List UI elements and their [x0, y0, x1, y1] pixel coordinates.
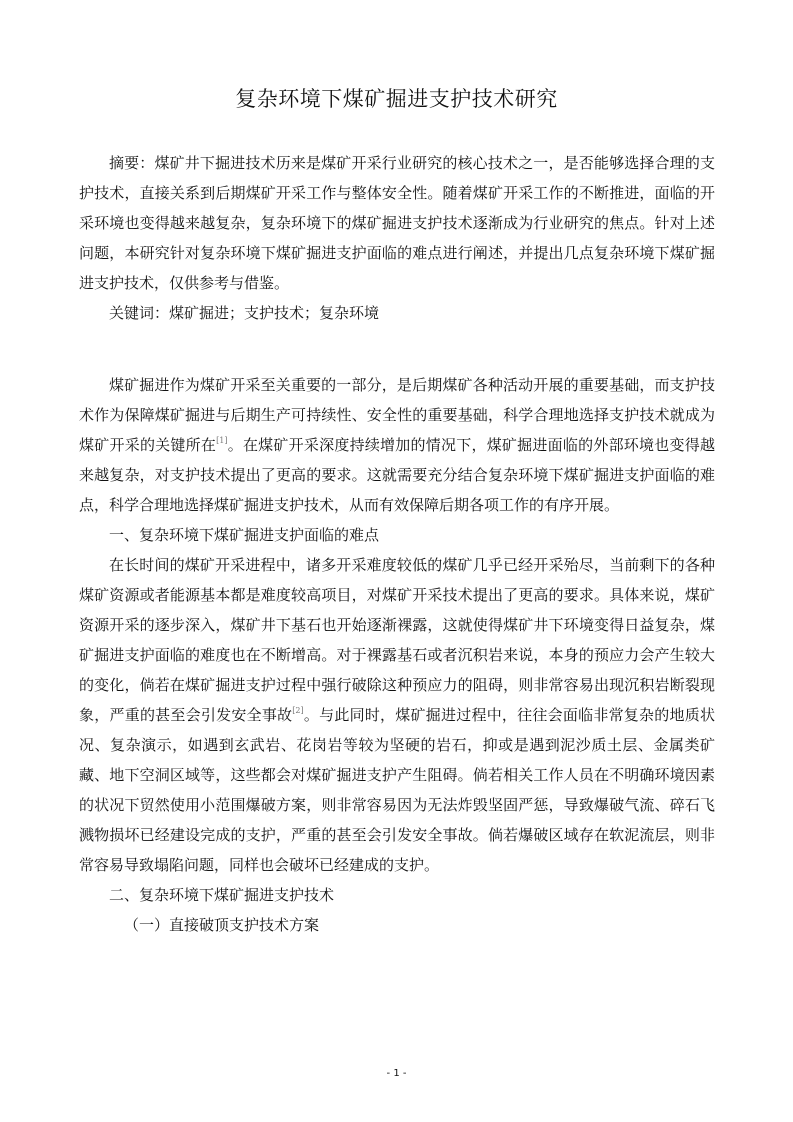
- keywords-label: 关键词：: [109, 304, 170, 322]
- paper-title: 复杂环境下煤矿掘进支护技术研究: [235, 87, 558, 111]
- abstract-paragraph: [79, 148, 715, 298]
- section-2-subheading: （一）直接破顶支护技术方案: [124, 916, 320, 934]
- citation-ref-1: [1]: [216, 436, 228, 445]
- section-1-text-part1: 在长时间的煤矿开采进程中，诸多开采难度较低的煤矿几乎已经开采殆尽，当前剩下的各种煤矿资源或者能源基本都是难度较高项目，对煤矿开采技术提出了更高的要求。具体来说，煤矿资源开采的逐步深入，煤矿井下基石也开始逐渐裸露，这就使得煤矿井下环境变得日益复杂，煤矿掘进支护面临的难度也在不断增高。对于裸露基石或者沉积岩来说，本身的预应力会产生较大的变化，倘若在煤矿掘进支护过程中强行破除这种预应力的阻碍，则非常容易出现沉积岩断裂现象，严重的甚至会引发安全事故: [79, 556, 715, 724]
- citation-ref-2: [2]: [292, 706, 304, 715]
- section-1-heading: 一、复杂环境下煤矿掘进支护面临的难点: [109, 526, 380, 544]
- abstract-label: 摘要：: [109, 154, 155, 172]
- intro-text-part1: 煤矿掘进作为煤矿开采至关重要的一部分，是后期煤矿各种活动开展的重要基础，而支护技术作为保障煤矿掘进与后期生产可持续性、安全性的重要基础，科学合理地选择支护技术就成为煤矿开采的关键所在: [79, 376, 715, 454]
- abstract-section: [79, 148, 715, 328]
- section-1-paragraph: [79, 550, 715, 880]
- body-section: [79, 370, 715, 940]
- keywords-text: 煤矿掘进；支护技术；复杂环境: [169, 304, 380, 322]
- intro-text-part2: 。在煤矿开采深度持续增加的情况下，煤矿掘进面临的外部环境也变得越来越复杂，对支护技术提出了更高的要求。这就需要充分结合复杂环境下煤矿掘进支护面临的难点，科学合理地选择煤矿掘进支护技术，从而有效保障后期各项工作的有序开展。: [79, 436, 715, 514]
- page-number: - 1 -: [386, 1068, 407, 1079]
- intro-paragraph: [79, 370, 715, 520]
- abstract-text: 煤矿井下掘进技术历来是煤矿开采行业研究的核心技术之一，是否能够选择合理的支护技术，直接关系到后期煤矿开采工作与整体安全性。随着煤矿开采工作的不断推进，面临的开采环境也变得越来越复杂，复杂环境下的煤矿掘进支护技术逐渐成为行业研究的焦点。针对上述问题，本研究针对复杂环境下煤矿掘进支护面临的难点进行阐述，并提出几点复杂环境下煤矿掘进支护技术，仅供参考与借鉴。: [79, 154, 715, 292]
- section-2-heading: 二、复杂环境下煤矿掘进支护技术: [109, 886, 335, 904]
- keywords-paragraph: [79, 298, 715, 328]
- section-1-text-part2: 。与此同时，煤矿掘进过程中，往往会面临非常复杂的地质状况、复杂演示，如遇到玄武岩、花岗岩等较为坚硬的岩石，抑或是遇到泥沙质土层、金属类矿藏、地下空洞区域等，这些都会对煤矿掘进支护产生阻碍。倘若相关工作人员在不明确环境因素的状况下贸然使用小范围爆破方案，则非常容易因为无法炸毁坚固严惩，导致爆破气流、碎石飞溅物损坏已经建设完成的支护，严重的甚至会引发安全事故。倘若爆破区域存在软泥流层，则非常容易导致塌陷问题，同样也会破坏已经建成的支护。: [79, 706, 715, 874]
